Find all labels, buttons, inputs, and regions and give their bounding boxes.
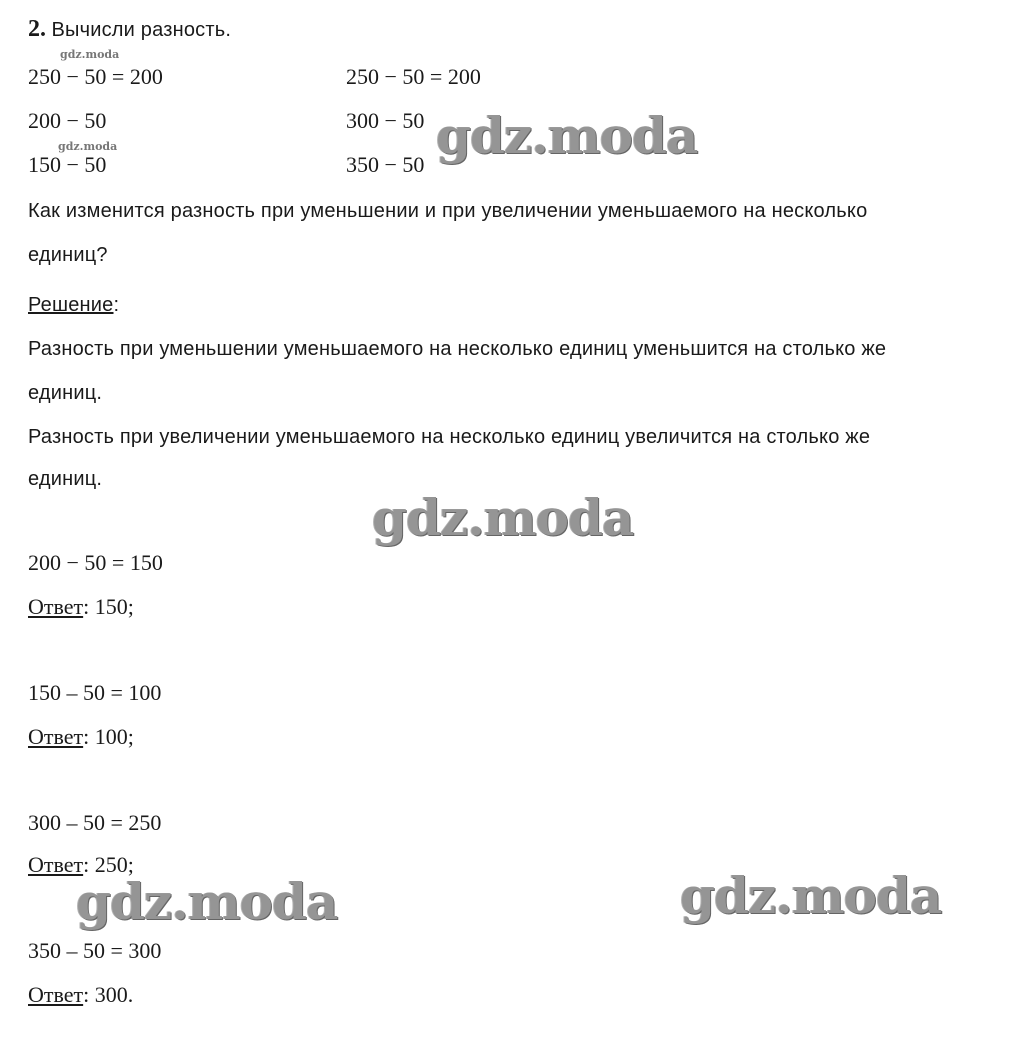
right-expression-2: 300 − 50 xyxy=(346,108,425,133)
answer-4-value: : 300. xyxy=(83,982,134,1007)
answer-3-equation: 300 – 50 = 250 xyxy=(28,810,162,835)
answer-2-value: : 100; xyxy=(83,724,134,749)
answer-4-equation: 350 – 50 = 300 xyxy=(28,938,162,963)
answer-1-value: : 150; xyxy=(83,594,134,619)
solution-colon: : xyxy=(113,294,120,316)
watermark-small-2: gdz.moda xyxy=(58,140,118,153)
watermark-small-1: gdz.moda xyxy=(60,48,120,61)
watermark-large-4: gdz.moda xyxy=(680,866,942,925)
answer-4-line xyxy=(28,982,133,1008)
left-expression-2: 200 − 50 xyxy=(28,108,107,133)
solution-label: Решение xyxy=(28,294,114,316)
solution-para2-line2: единиц. xyxy=(28,468,103,490)
answer-3-value: : 250; xyxy=(83,852,134,877)
answer-1-line xyxy=(28,594,134,620)
task-title: Вычисли разность. xyxy=(51,19,232,41)
solution-para2-line1: Разность при увеличении уменьшаемого на несколько единиц увеличится на столько же xyxy=(28,426,871,448)
task-number: 2. xyxy=(28,16,46,42)
question-line-2: единиц? xyxy=(28,244,108,266)
watermark-large-2: gdz.moda xyxy=(372,488,634,547)
left-expression-3: 150 − 50 xyxy=(28,152,107,177)
answer-2-equation: 150 – 50 = 100 xyxy=(28,680,162,705)
right-expression-3: 350 − 50 xyxy=(346,152,425,177)
task-header xyxy=(28,16,231,43)
solution-para1-line1: Разность при уменьшении уменьшаемого на несколько единиц уменьшится на столько же xyxy=(28,338,887,360)
solution-label-line xyxy=(28,292,119,318)
solution-para1-line2: единиц. xyxy=(28,382,103,404)
watermark-large-1: gdz.moda xyxy=(436,106,698,165)
answer-3-label: Ответ xyxy=(28,852,84,877)
answer-1-label: Ответ xyxy=(28,594,84,619)
left-expression-1: 250 − 50 = 200 xyxy=(28,64,163,89)
question-line-1: Как изменится разность при уменьшении и при увеличении уменьшаемого на несколько xyxy=(28,200,868,222)
answer-2-label: Ответ xyxy=(28,724,84,749)
answer-4-label: Ответ xyxy=(28,982,84,1007)
right-expression-1: 250 − 50 = 200 xyxy=(346,64,481,89)
answer-1-equation: 200 − 50 = 150 xyxy=(28,550,163,575)
answer-2-line xyxy=(28,724,134,750)
watermark-large-3: gdz.moda xyxy=(76,872,338,931)
